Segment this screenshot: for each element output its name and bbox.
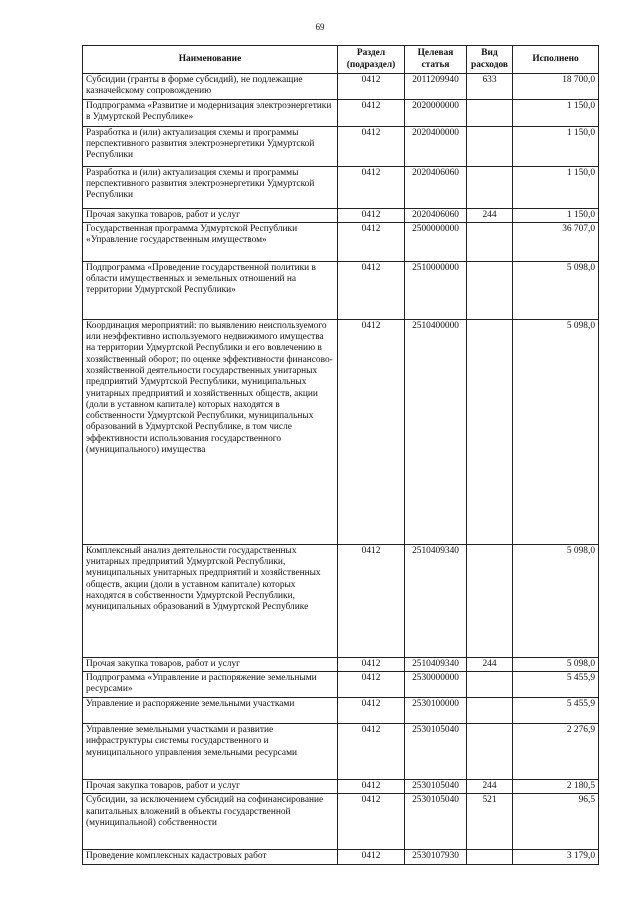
table-row [83, 672, 599, 698]
row-name: Прочая закупка товаров, работ и услуг [83, 657, 338, 671]
table-row [83, 794, 599, 850]
row-section: 0412 [338, 208, 405, 222]
row-kind [467, 166, 513, 208]
row-article: 2530100000 [405, 698, 467, 724]
header-section: Раздел (подраздел) [338, 46, 405, 74]
row-name: Прочая закупка товаров, работ и услуг [83, 780, 338, 794]
row-kind: 244 [467, 208, 513, 222]
row-amount: 1 150,0 [513, 126, 599, 166]
row-amount: 2 180,5 [513, 780, 599, 794]
header-kind: Вид расходов [467, 46, 513, 74]
table-row [83, 544, 599, 657]
row-amount: 3 179,0 [513, 850, 599, 864]
row-name: Управление и распоряжение земельными участками [83, 698, 338, 724]
row-section: 0412 [338, 724, 405, 780]
table-row [83, 780, 599, 794]
row-section: 0412 [338, 166, 405, 208]
row-section: 0412 [338, 99, 405, 126]
row-amount: 1 150,0 [513, 166, 599, 208]
row-section: 0412 [338, 794, 405, 850]
row-article: 2020406060 [405, 208, 467, 222]
row-kind [467, 222, 513, 261]
row-name: Подпрограмма «Проведение государственной политики в области имущественных и земельных отношений на территории Удмуртской Республики» [83, 261, 338, 319]
row-section: 0412 [338, 126, 405, 166]
row-section: 0412 [338, 544, 405, 657]
row-kind [467, 319, 513, 544]
row-section: 0412 [338, 261, 405, 319]
row-article: 2011209940 [405, 74, 467, 100]
row-kind [467, 544, 513, 657]
table-row [83, 166, 599, 208]
row-name: Подпрограмма «Развитие и модернизация электроэнергетики в Удмуртской Республике» [83, 99, 338, 126]
row-amount: 1 150,0 [513, 99, 599, 126]
row-article: 2510409340 [405, 657, 467, 671]
row-article: 2530000000 [405, 672, 467, 698]
table-row [83, 319, 599, 544]
row-amount: 5 098,0 [513, 657, 599, 671]
row-amount: 18 700,0 [513, 74, 599, 100]
table-row [83, 222, 599, 261]
budget-table [82, 45, 599, 865]
table-row [83, 724, 599, 780]
row-section: 0412 [338, 222, 405, 261]
table-row [83, 74, 599, 100]
row-kind [467, 99, 513, 126]
row-kind: 244 [467, 780, 513, 794]
row-section: 0412 [338, 657, 405, 671]
row-section: 0412 [338, 698, 405, 724]
row-name: Управление земельными участками и развитие инфраструктуры системы государственного и муниципального управления земельными ресурсами [83, 724, 338, 780]
row-amount: 1 150,0 [513, 208, 599, 222]
row-kind [467, 850, 513, 864]
row-name: Координация мероприятий: по выявлению неиспользуемого или неэффективно используемого недвижимого имущества на территории Удмуртской Республики и его вовлечению в хозяйственный оборот; по оценке эффективности финансово-хозяйственной деятельности государственных унитарных предприятий Удмуртской Республики, муниципальных унитарных предприятий и хозяйственных обществ, акции (доли в уставном капитале) которых находятся в собственности Удмуртской Республики, муниципальных образований в Удмуртской Республике, в том числе эффективности использования государственного (муниципального) имущества [83, 319, 338, 544]
row-name: Разработка и (или) актуализация схемы и программы перспективного развития электроэнергетики Удмуртской Республики [83, 166, 338, 208]
row-section: 0412 [338, 74, 405, 100]
row-kind [467, 672, 513, 698]
row-kind [467, 261, 513, 319]
row-article: 2500000000 [405, 222, 467, 261]
table-header-row [83, 46, 599, 74]
row-kind: 244 [467, 657, 513, 671]
table-row [83, 698, 599, 724]
row-article: 2020406060 [405, 166, 467, 208]
row-article: 2020000000 [405, 99, 467, 126]
row-kind [467, 698, 513, 724]
row-name: Комплексный анализ деятельности государственных унитарных предприятий Удмуртской Республики, муниципальных унитарных предприятий и хозяйственных обществ, акции (доли в уставном капитале) которых находятся в собственности Удмуртской Республики, муниципальных образований в Удмуртской Республике [83, 544, 338, 657]
header-article: Целевая статья [405, 46, 467, 74]
table-row [83, 850, 599, 864]
row-article: 2510409340 [405, 544, 467, 657]
row-kind: 633 [467, 74, 513, 100]
row-article: 2510000000 [405, 261, 467, 319]
row-amount: 36 707,0 [513, 222, 599, 261]
row-amount: 5 455,9 [513, 698, 599, 724]
table-row [83, 657, 599, 671]
row-amount: 2 276,9 [513, 724, 599, 780]
row-article: 2530105040 [405, 780, 467, 794]
row-name: Проведение комплексных кадастровых работ [83, 850, 338, 864]
row-name: Подпрограмма «Управление и распоряжение земельными ресурсами» [83, 672, 338, 698]
row-amount: 5 098,0 [513, 261, 599, 319]
header-amount: Исполнено [513, 46, 599, 74]
row-amount: 5 098,0 [513, 544, 599, 657]
page-number: 69 [315, 22, 325, 32]
row-section: 0412 [338, 850, 405, 864]
row-article: 2530105040 [405, 794, 467, 850]
table-row [83, 261, 599, 319]
row-kind: 521 [467, 794, 513, 850]
row-section: 0412 [338, 672, 405, 698]
row-name: Разработка и (или) актуализация схемы и программы перспективного развития электроэнергетики Удмуртской Республики [83, 126, 338, 166]
row-name: Государственная программа Удмуртской Республики «Управление государственным имуществом» [83, 222, 338, 261]
header-name: Наименование [83, 46, 338, 74]
table-row [83, 208, 599, 222]
row-kind [467, 126, 513, 166]
table-row [83, 126, 599, 166]
row-article: 2530105040 [405, 724, 467, 780]
row-amount: 96,5 [513, 794, 599, 850]
row-kind [467, 724, 513, 780]
row-amount: 5 455,9 [513, 672, 599, 698]
row-article: 2020400000 [405, 126, 467, 166]
row-name: Прочая закупка товаров, работ и услуг [83, 208, 338, 222]
row-article: 2530107930 [405, 850, 467, 864]
table-row [83, 99, 599, 126]
row-article: 2510400000 [405, 319, 467, 544]
row-amount: 5 098,0 [513, 319, 599, 544]
row-name: Субсидии, за исключением субсидий на софинансирование капитальных вложений в объекты государственной (муниципальной) собственности [83, 794, 338, 850]
row-section: 0412 [338, 780, 405, 794]
row-section: 0412 [338, 319, 405, 544]
row-name: Субсидии (гранты в форме субсидий), не подлежащие казначейскому сопровождению [83, 74, 338, 100]
